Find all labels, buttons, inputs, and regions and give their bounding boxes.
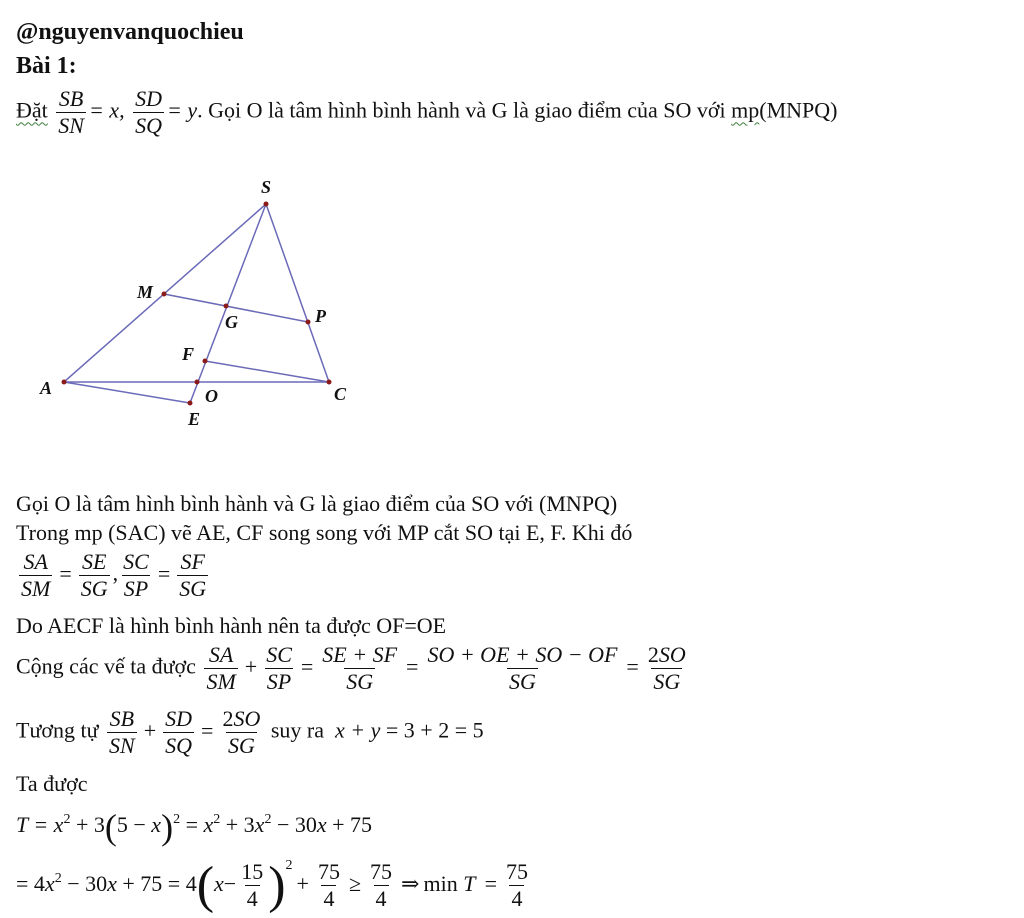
geometry-figure (0, 160, 420, 440)
label-S: S (261, 177, 272, 197)
T-expansion: $T = x^2 + 3(5 - x)^2 = x^2 + 3x^2 - 30x + 75$ (16, 806, 373, 847)
edge-AE (64, 382, 190, 403)
body-line-2: Trong mp (SAC) vẽ AE, CF song song với MP cắt SO tại E, F. Khi đó (16, 520, 633, 545)
label-F: F (182, 344, 195, 364)
min-label: min (423, 871, 458, 896)
intro-mp: mp (731, 97, 760, 123)
intro-dat: Đặt (16, 97, 48, 123)
edge-SE (190, 204, 266, 403)
sum-line: Cộng các vế ta được $\frac{SA}{SM}$ + $\frac{SC}{SP}$ = $\frac{SE + SF}{SG}$ = $\frac{SO + OE + SO - OF}{SG}$ = $\frac{2SO}{SG}$ (16, 642, 686, 694)
label-O: O (205, 386, 218, 406)
T-minimum: = $4x^2 - 30x + 75 = 4(x-$ $\frac{15}{4}$ )$^2$+ $\frac{75}{4}$ ≥ $\frac{75}{4}$ ⇒ min T = $\frac{75}{4}$ (16, 856, 528, 914)
label-P: P (315, 306, 326, 326)
point-F (203, 359, 208, 364)
body-line-6: Ta được (16, 771, 88, 796)
similar-line: Tương tự $\frac{SB}{SN}$ + $\frac{SD}{SQ}$ = $\frac{2SO}{SG}$ suy ra x + y = 3 + 2 = 5 (16, 706, 484, 758)
intro-mnpq: (MNPQ) (759, 97, 838, 123)
similar-suffix: suy ra (270, 717, 325, 743)
label-M: M (137, 282, 154, 302)
body-line-1: Gọi O là tâm hình bình hành và G là giao điểm của SO với (MNPQ) (16, 491, 618, 516)
point-G (224, 304, 229, 309)
point-S (264, 202, 269, 207)
label-G: G (225, 312, 238, 332)
point-P (306, 320, 311, 325)
problem-title: Bài 1: (16, 53, 77, 79)
edge-FC (205, 361, 329, 382)
point-A (62, 380, 67, 385)
label-A: A (40, 378, 53, 398)
figure-lines (64, 204, 329, 403)
similar-prefix: Tương tự (16, 717, 99, 743)
label-C: C (334, 384, 347, 404)
point-C (327, 380, 332, 385)
label-E: E (188, 409, 201, 429)
body-line-3: Do AECF là hình bình hành nên ta được OF=OE (16, 613, 447, 638)
edge-SC (266, 204, 329, 382)
intro-rest: . Gọi O là tâm hình bình hành và G là giao điểm của SO với (197, 97, 732, 123)
point-O (195, 380, 200, 385)
point-M (162, 292, 167, 297)
ratio-equations: $\frac{SA}{SM}$ = $\frac{SE}{SG}$ , $\frac{SC}{SP}$ = $\frac{SF}{SG}$ (21, 549, 207, 601)
sum-prefix: Cộng các vế ta được (16, 653, 196, 679)
point-E (188, 401, 193, 406)
intro-line: Đặt $\frac{SB}{SN}$ = x, $\frac{SD}{SQ}$ = y. Gọi O là tâm hình bình hành và G là giao điểm của SO với mp(MNPQ) (16, 86, 838, 138)
author-handle: @nguyenvanquochieu (16, 19, 244, 45)
